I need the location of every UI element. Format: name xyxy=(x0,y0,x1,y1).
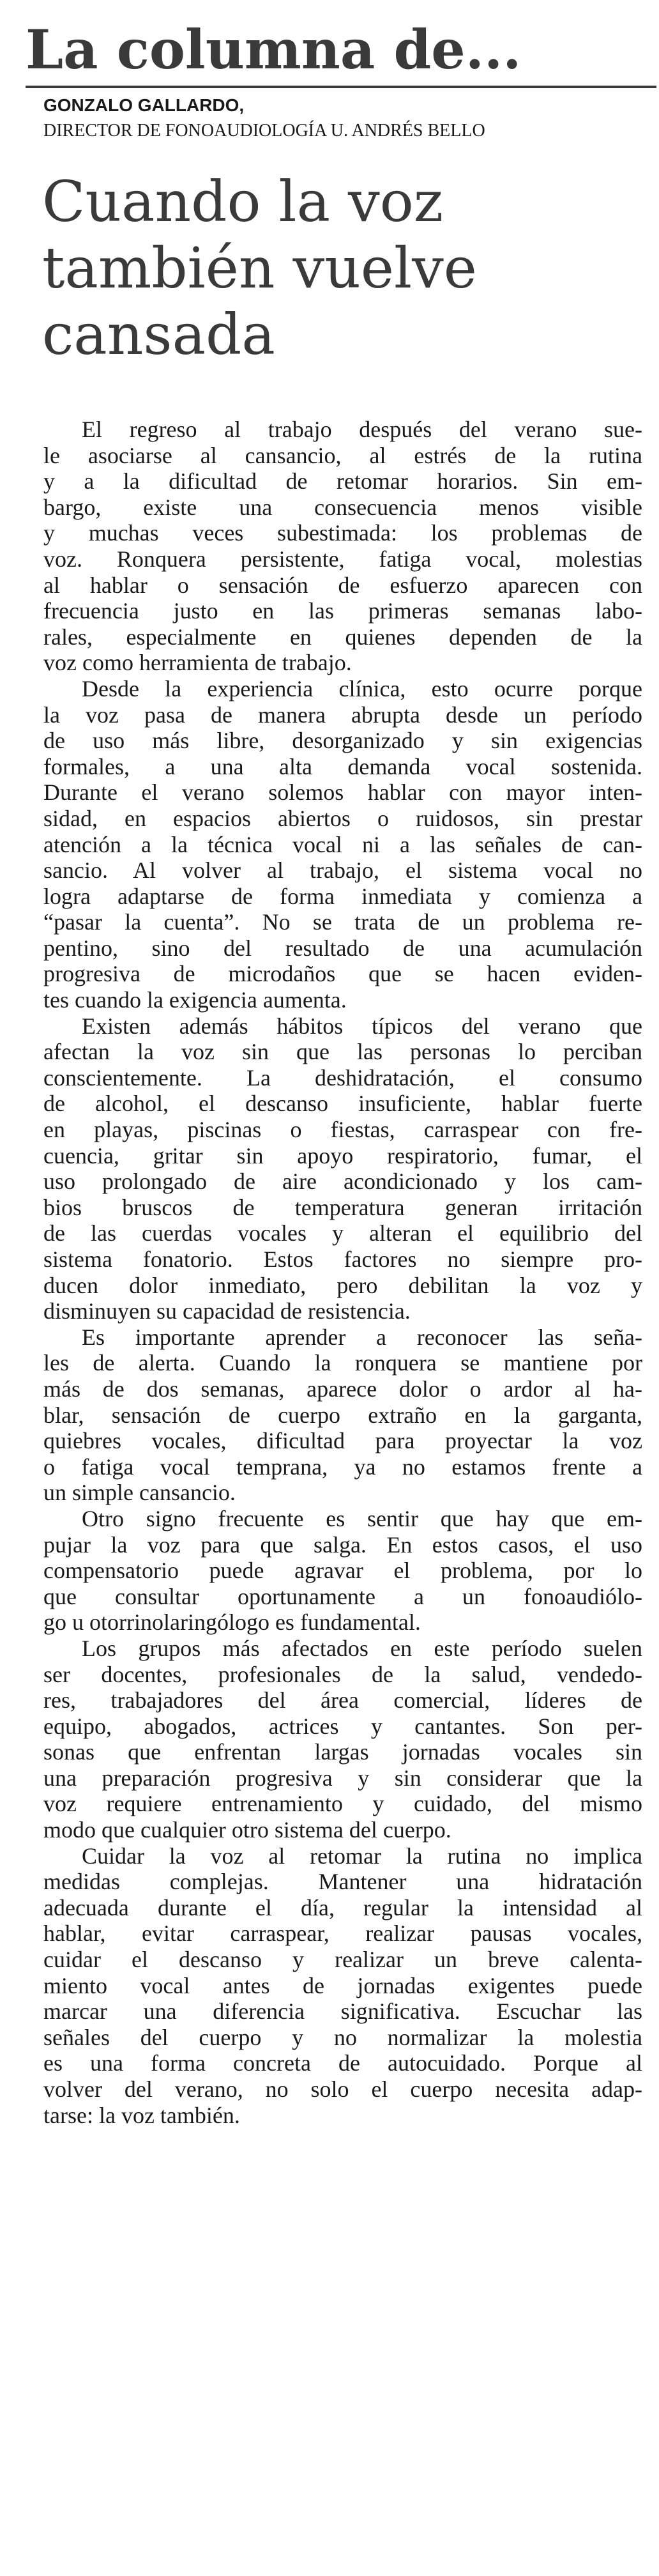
article-line: El regreso al trabajo después del verano sue- xyxy=(82,417,642,442)
article-paragraph xyxy=(43,417,642,676)
article-line: Cuidar la voz al retomar la rutina no implica xyxy=(82,1843,642,1869)
article-line: atención a la técnica vocal ni a las señales de can- xyxy=(43,831,642,857)
article-body xyxy=(43,417,642,2128)
article-line: Es importante aprender a reconocer las seña- xyxy=(82,1324,642,1350)
article-paragraph xyxy=(43,676,642,1013)
article-line: ser docentes, profesionales de la salud, vendedo- xyxy=(43,1661,642,1687)
article-line: les de alerta. Cuando la ronquera se mantiene por xyxy=(43,1350,642,1376)
article-line: de las cuerdas vocales y alteran el equilibrio del xyxy=(43,1220,642,1246)
article-paragraph xyxy=(43,1506,642,1636)
article-line: tes cuando la exigencia aumenta. xyxy=(43,987,347,1013)
article-line: disminuyen su capacidad de resistencia. xyxy=(43,1298,411,1324)
article-line: es una forma concreta de autocuidado. Porque al xyxy=(43,2050,642,2076)
article-line: conscientemente. La deshidratación, el consumo xyxy=(43,1064,642,1091)
article-line: de alcohol, el descanso insuficiente, hablar fuerte xyxy=(43,1091,642,1117)
article-line: o fatiga vocal temprana, ya no estamos frente a xyxy=(43,1453,642,1480)
article-line: Existen además hábitos típicos del verano que xyxy=(82,1013,642,1039)
article-line: voz. Ronquera persistente, fatiga vocal, molestias xyxy=(43,546,642,572)
article-paragraph xyxy=(43,1324,642,1506)
article-line: volver del verano, no solo el cuerpo necesita adap- xyxy=(43,2076,642,2102)
article-line: de uso más libre, desorganizado y sin exigencias xyxy=(43,728,642,754)
article-line: más de dos semanas, aparece dolor o ardor al ha- xyxy=(43,1376,642,1402)
article-line: cuencia, gritar sin apoyo respiratorio, fumar, el xyxy=(43,1142,642,1169)
article-line: miento vocal antes de jornadas exigentes puede xyxy=(43,1972,642,1998)
article-paragraph xyxy=(43,1013,642,1324)
article-paragraph xyxy=(43,1843,642,2129)
article-line: blar, sensación de cuerpo extraño en la garganta, xyxy=(43,1402,642,1428)
headline xyxy=(42,169,630,368)
article-line: una preparación progresiva y sin considerar que la xyxy=(43,1765,642,1791)
article-line: quiebres vocales, dificultad para proyectar la voz xyxy=(43,1428,642,1454)
article-line: compensatorio puede agravar el problema, por lo xyxy=(43,1558,642,1584)
article-line: modo que cualquier otro sistema del cuerpo. xyxy=(43,1817,451,1843)
article-line: que consultar oportunamente a un fonoaudiólo- xyxy=(43,1583,642,1609)
article-line: cuidar el descanso y realizar un breve calenta- xyxy=(43,1947,642,1973)
article-line: res, trabajadores del área comercial, líderes de xyxy=(43,1687,642,1713)
article-line: frecuencia justo en las primeras semanas labo- xyxy=(43,598,642,624)
article-line: equipo, abogados, actrices y cantantes. Son per- xyxy=(43,1713,642,1739)
article-line: tarse: la voz también. xyxy=(43,2102,240,2128)
article-line: ducen dolor inmediato, pero debilitan la voz y xyxy=(43,1272,642,1298)
article-line: y a la dificultad de retomar horarios. Sin em- xyxy=(43,468,642,494)
article-line: bargo, existe una consecuencia menos visible xyxy=(43,494,642,520)
article-line: sancio. Al volver al trabajo, el sistema vocal no xyxy=(43,857,642,884)
article-line: adecuada durante el día, regular la intensidad al xyxy=(43,1894,642,1920)
article-line: al hablar o sensación de esfuerzo aparecen con xyxy=(43,572,642,598)
article-line: voz como herramienta de trabajo. xyxy=(43,650,352,676)
article-line: hablar, evitar carraspear, realizar pausas vocales, xyxy=(43,1920,642,1947)
article-line: medidas complejas. Mantener una hidratación xyxy=(43,1869,642,1895)
article-line: señales del cuerpo y no normalizar la molestia xyxy=(43,2024,642,2050)
article-line: formales, a una alta demanda vocal sostenida. xyxy=(43,753,642,779)
article-line: le asociarse al cansancio, al estrés de la rutina xyxy=(43,442,642,468)
article-line: sonas que enfrentan largas jornadas vocales sin xyxy=(43,1739,642,1765)
article-line: logra adaptarse de forma inmediata y comienza a xyxy=(43,883,642,909)
article-line: en playas, piscinas o fiestas, carraspear con fre- xyxy=(43,1117,642,1143)
article-line: bios bruscos de temperatura generan irritación xyxy=(43,1194,642,1220)
article-line: Los grupos más afectados en este período suelen xyxy=(82,1635,642,1661)
author-name: GONZALO GALLARDO, xyxy=(43,95,245,115)
article-line: pentino, sino del resultado de una acumulación xyxy=(43,935,642,961)
headline-line: Cuando la voz xyxy=(42,169,444,234)
article-line: y muchas veces subestimada: los problemas de xyxy=(43,520,642,546)
article-line: “pasar la cuenta”. No se trata de un problema re- xyxy=(43,909,642,935)
section-title: La columna de... xyxy=(26,18,522,81)
article-paragraph xyxy=(43,1636,642,1843)
article-line: marcar una diferencia significativa. Escuchar las xyxy=(43,1998,642,2025)
author-role: DIRECTOR DE FONOAUDIOLOGÍA U. ANDRÉS BELLO xyxy=(43,121,485,141)
article-line: Durante el verano solemos hablar con mayor inten- xyxy=(43,779,642,806)
article-line: voz requiere entrenamiento y cuidado, del mismo xyxy=(43,1791,642,1817)
article-line: afectan la voz sin que las personas lo perciban xyxy=(43,1039,642,1065)
headline-line: cansada xyxy=(42,302,275,367)
title-rule xyxy=(26,86,656,88)
article-line: Desde la experiencia clínica, esto ocurre porque xyxy=(82,675,642,702)
article-line: sidad, en espacios abiertos o ruidosos, sin prestar xyxy=(43,805,642,831)
article-line: sistema fonatorio. Estos factores no siempre pro- xyxy=(43,1246,642,1272)
article-line: uso prolongado de aire acondicionado y los cam- xyxy=(43,1169,642,1195)
article-line: go u otorrinolaringólogo es fundamental. xyxy=(43,1609,421,1636)
headline-line: también vuelve xyxy=(42,235,477,301)
article-line: progresiva de microdaños que se hacen eviden- xyxy=(43,961,642,987)
article-line: Otro signo frecuente es sentir que hay que em- xyxy=(82,1505,642,1531)
article-line: rales, especialmente en quienes dependen de la xyxy=(43,624,642,650)
article-line: un simple cansancio. xyxy=(43,1480,236,1506)
article-line: pujar la voz para que salga. En estos casos, el uso xyxy=(43,1531,642,1558)
article-line: la voz pasa de manera abrupta desde un período xyxy=(43,702,642,728)
